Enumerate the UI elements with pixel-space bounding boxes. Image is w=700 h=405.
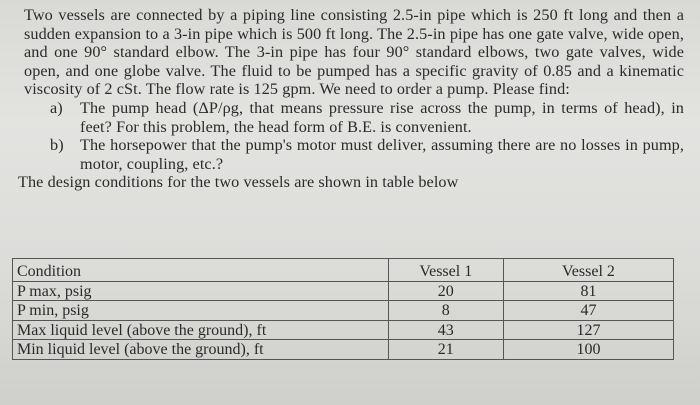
row-label: P min, psig bbox=[13, 301, 389, 321]
table-intro: The design conditions for the two vessels are shown in table below bbox=[18, 173, 459, 192]
question-b-marker: b) bbox=[50, 136, 64, 155]
vessel-1-value: 21 bbox=[388, 340, 503, 360]
row-label: Max liquid level (above the ground), ft bbox=[13, 320, 389, 340]
vessel-2-value: 47 bbox=[503, 301, 673, 321]
vessel-1-value: 8 bbox=[388, 301, 503, 321]
vessel-2-value: 127 bbox=[503, 320, 673, 340]
vessel-2-value: 100 bbox=[503, 340, 673, 360]
table-row bbox=[13, 301, 674, 321]
problem-intro: Two vessels are connected by a piping line consisting 2.5-in pipe which is 250 ft long and then a sudden expansion to a 3-in pipe which is 500 ft long. The 2.5-in pipe has one gate valve, wide open, and one 90° standard elbow. The 3-in pipe has four 90° standard elbows, two gate valves, wide open, and one globe valve. The fluid to be pumped has a specific gravity of 0.85 and a kinematic viscosity of 2 cSt. The flow rate is 125 gpm. We need to order a pump. Please find: bbox=[24, 6, 684, 99]
table-header-row bbox=[13, 259, 674, 282]
question-a-text: The pump head (ΔP/ρg, that means pressure rise across the pump, in terms of head), in feet? For this problem, the head form of B.E. is convenient. bbox=[80, 98, 684, 136]
vessel-2-value: 81 bbox=[503, 281, 673, 301]
vessel-1-value: 43 bbox=[388, 320, 503, 340]
row-label: P max, psig bbox=[13, 281, 389, 301]
table-row bbox=[13, 340, 674, 360]
question-b bbox=[24, 136, 684, 173]
question-a-marker: a) bbox=[50, 98, 63, 117]
question-b-text: The horsepower that the pump's motor must deliver, assuming there are no losses in pump, motor, coupling, etc.? bbox=[80, 136, 684, 173]
table-row bbox=[13, 320, 674, 340]
problem-statement bbox=[18, 6, 684, 192]
question-a bbox=[24, 99, 684, 136]
header-condition: Condition bbox=[13, 259, 389, 282]
header-vessel-2: Vessel 2 bbox=[503, 259, 673, 282]
table-row bbox=[13, 281, 674, 301]
design-conditions-table bbox=[12, 258, 674, 360]
row-label: Min liquid level (above the ground), ft bbox=[13, 340, 389, 360]
header-vessel-1: Vessel 1 bbox=[388, 259, 503, 282]
vessel-1-value: 20 bbox=[388, 281, 503, 301]
